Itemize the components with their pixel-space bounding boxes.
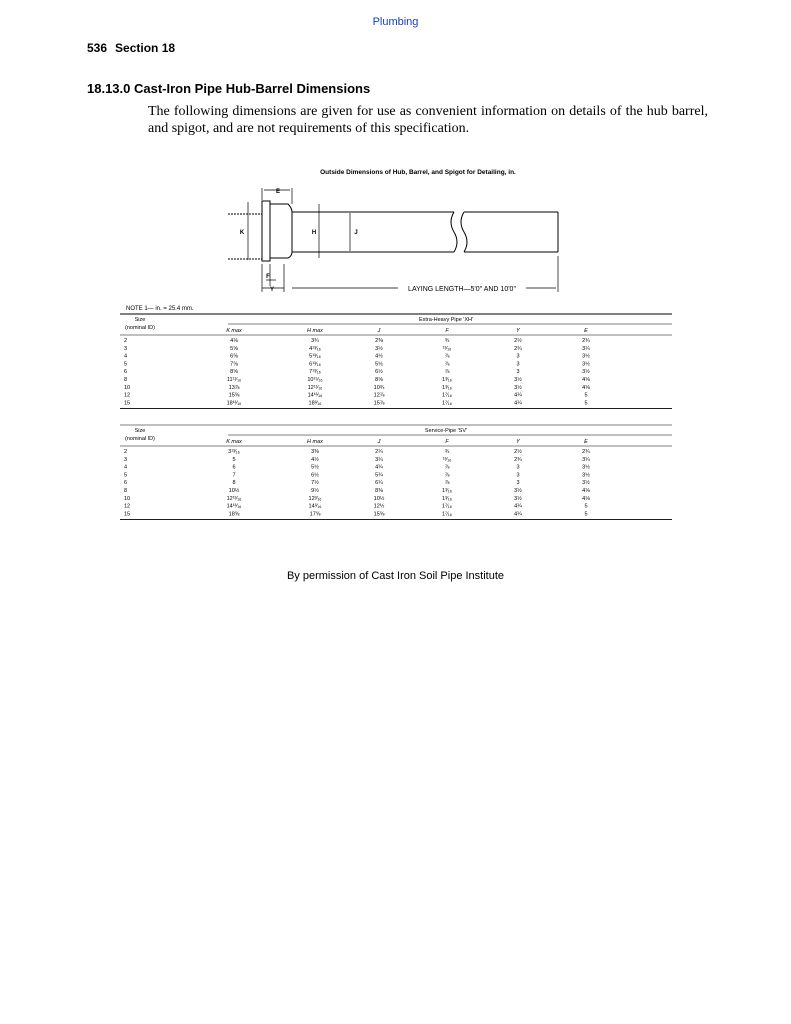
table-cell: 6¹³⁄₁₆: [309, 361, 321, 368]
table-cell: 5¹³⁄₁₆: [309, 353, 321, 360]
dim-label-h: H: [311, 230, 317, 236]
table-cell: 6: [232, 464, 236, 471]
table-cell: 1⁷⁄₁₆: [441, 511, 453, 518]
table-cell: 12½: [373, 503, 385, 510]
column-header: F: [445, 439, 449, 445]
table-cell: 1⁷⁄₁₆: [441, 400, 453, 407]
table-cell: 2¼: [375, 449, 383, 455]
table-cell: 3½: [582, 361, 590, 368]
table-cell: 14³⁄₁₆: [308, 503, 322, 510]
table-cell: 1³⁄₁₆: [442, 377, 452, 383]
table-cell: 7¹³⁄₁₆: [309, 369, 321, 376]
table-cell: 3⅜: [311, 449, 319, 455]
table-cell: 10¹⁵⁄₁₆: [307, 377, 323, 383]
column-header: Y: [516, 328, 520, 334]
table-cell: 3½: [514, 488, 522, 494]
hub-body: [270, 204, 292, 258]
table-cell: 5½: [375, 361, 383, 368]
dimension-table: [120, 314, 672, 519]
table-cell: 6½: [375, 369, 383, 376]
column-header: H max: [307, 328, 323, 334]
table-cell: 13⅞: [228, 384, 240, 391]
table-cell: 6¼: [375, 480, 383, 487]
table-cell: 3½: [582, 464, 590, 471]
table-cell: 3: [516, 480, 520, 487]
column-header: F: [445, 328, 449, 334]
table-cell: 3½: [582, 480, 590, 487]
dim-label-y: Y: [269, 287, 275, 293]
size-cell: 6: [124, 369, 128, 376]
table-cell: 10½: [228, 488, 240, 494]
table-cell: 5: [584, 400, 588, 407]
table-cell: 18¹³⁄₁₆: [226, 400, 242, 407]
table-cell: 4¼: [514, 503, 522, 510]
table-cell: 4½: [375, 353, 383, 360]
table-cell: 2⅜: [375, 338, 383, 344]
table-cell: 5: [584, 392, 588, 399]
table-cell: 4½: [311, 456, 319, 463]
table-cell: 12³⁄₁₆: [308, 495, 322, 502]
size-subheader: (nominal ID): [125, 436, 155, 442]
table-cell: 1³⁄₁₆: [442, 384, 452, 391]
table-cell: 4¼: [514, 392, 522, 399]
table-cell: 4⅛: [582, 377, 590, 383]
table-cell: 10¾: [373, 384, 385, 391]
table-cell: 4¹³⁄₁₆: [309, 345, 321, 352]
section-title: Service-Pipe 'SV': [424, 428, 468, 434]
table-cell: 3¼: [375, 456, 383, 463]
figure-caption: By permission of Cast Iron Soil Pipe Institute: [286, 570, 505, 582]
table-cell: ⅞: [444, 369, 450, 376]
table-cell: 3: [516, 472, 520, 479]
table-cell: 1⁷⁄₁₆: [441, 503, 453, 510]
table-cell: ¹³⁄₁₆: [442, 456, 452, 463]
table-cell: 3: [516, 361, 520, 368]
table-cell: 3½: [582, 369, 590, 376]
table-cell: 5: [584, 503, 588, 510]
table-cell: 12¹¹⁄₁₆: [307, 384, 323, 391]
table-cell: 2¾: [514, 456, 522, 463]
table-cell: 3¾: [311, 338, 319, 344]
table-cell: ⅞: [444, 353, 450, 360]
table-cell: ⅞: [444, 472, 450, 479]
table-cell: 3: [516, 353, 520, 360]
size-cell: 4: [124, 464, 128, 471]
table-cell: 1⁷⁄₁₆: [441, 392, 453, 399]
table-cell: 2¾: [582, 449, 590, 455]
running-title: Plumbing: [372, 16, 419, 28]
dimension-lines: [248, 188, 558, 292]
table-cell: 2½: [514, 338, 522, 344]
table-cell: 15⅞: [373, 400, 385, 407]
table-cell: 4⅛: [582, 495, 590, 502]
size-header: Size: [134, 428, 146, 434]
size-cell: 2: [124, 449, 128, 455]
table-cell: 4⅛: [582, 384, 590, 391]
table-cell: 7½: [311, 480, 319, 487]
size-cell: 5: [124, 472, 128, 479]
table-cell: 3: [516, 464, 520, 471]
size-subheader: (nominal ID): [125, 325, 155, 331]
column-header: H max: [307, 439, 323, 445]
column-header: J: [377, 439, 381, 445]
table-cell: 17⅝: [309, 511, 321, 518]
table-cell: 1³⁄₁₆: [442, 495, 452, 502]
table-cell: 3¼: [582, 456, 590, 463]
table-cell: 7⅝: [230, 361, 238, 368]
table-cell: 1³⁄₁₆: [442, 488, 452, 494]
pipe-dimensions-figure: [116, 160, 676, 545]
size-cell: 10: [124, 495, 131, 502]
table-cell: 8⅜: [375, 488, 383, 494]
table-cell: 12⅞: [373, 392, 385, 399]
pipe-drawing: [228, 201, 558, 261]
table-cell: 5½: [311, 464, 319, 471]
table-cell: 8⅝: [230, 369, 238, 376]
table-cell: 14¹³⁄₁₆: [226, 503, 242, 510]
dim-label-j: J: [354, 230, 358, 236]
size-cell: 8: [124, 377, 128, 383]
table-cell: 9½: [311, 488, 319, 494]
table-cell: 3½: [514, 377, 522, 383]
table-cell: 2¾: [582, 338, 590, 344]
page-number: 536: [87, 41, 108, 55]
column-header: E: [584, 328, 588, 334]
table-cell: 7: [232, 472, 236, 479]
table-cell: 10½: [373, 495, 385, 502]
table-cell: ⅞: [444, 361, 450, 368]
break-right: [461, 212, 467, 252]
size-cell: 15: [124, 400, 131, 407]
dim-label-k: K: [239, 230, 245, 236]
table-cell: 3: [516, 369, 520, 376]
table-cell: 11¹¹⁄₁₆: [226, 377, 242, 383]
hub-flange: [262, 201, 270, 261]
table-cell: 2¾: [514, 345, 522, 352]
size-cell: 6: [124, 480, 128, 487]
page-header: [87, 41, 175, 55]
size-cell: 8: [124, 488, 128, 494]
size-cell: 4: [124, 353, 128, 360]
table-cell: 4¼: [375, 464, 383, 471]
table-cell: 15⅝: [228, 392, 240, 399]
table-cell: 3½: [514, 495, 522, 502]
table-cell: 6½: [311, 472, 319, 479]
size-cell: 3: [124, 345, 128, 352]
table-cell: ¾: [444, 449, 450, 455]
table-cell: 12¹³⁄₁₆: [226, 495, 242, 502]
table-cell: 5: [232, 456, 236, 463]
table-cell: 3½: [375, 345, 383, 352]
size-header: Size: [134, 317, 146, 323]
table-cell: 15⅝: [373, 511, 385, 518]
table-cell: 3½: [582, 353, 590, 360]
figure-svg: [116, 160, 676, 545]
table-cell: 5⅝: [230, 345, 238, 352]
table-cell: 4⅛: [230, 338, 238, 344]
table-cell: 3¼: [582, 345, 590, 352]
dim-label-e: E: [275, 189, 281, 195]
table-cell: 4⅛: [582, 488, 590, 494]
laying-length-label: LAYING LENGTH—5'0" AND 10'0": [408, 286, 516, 293]
table-cell: 3½: [582, 472, 590, 479]
table-cell: 6⅝: [230, 353, 238, 360]
table-cell: ⅞: [444, 480, 450, 487]
intro-paragraph: The following dimensions are given for use as convenient information on details of the hub barrel, and spigot, and are not requirements of this specification.: [148, 104, 708, 136]
section-title: Extra-Heavy Pipe 'XH': [418, 317, 474, 323]
table-cell: 18³⁄₁₆: [308, 400, 322, 407]
column-header: Y: [516, 439, 520, 445]
table-cell: ⅞: [444, 464, 450, 471]
section-heading: 18.13.0 Cast-Iron Pipe Hub-Barrel Dimensions: [87, 81, 371, 96]
size-cell: 12: [124, 392, 131, 399]
table-cell: ¹³⁄₁₆: [442, 345, 452, 352]
table-cell: 2½: [514, 449, 522, 455]
size-cell: 3: [124, 456, 128, 463]
column-header: E: [584, 439, 588, 445]
table-cell: 3¹³⁄₁₆: [228, 449, 240, 455]
section-label: Section 18: [115, 41, 176, 55]
size-cell: 2: [124, 338, 128, 344]
unit-note: NOTE 1— in. = 25.4 mm.: [126, 306, 194, 312]
column-header: K max: [226, 439, 242, 445]
size-cell: 5: [124, 361, 128, 368]
table-cell: 4¼: [514, 400, 522, 407]
column-header: K max: [226, 328, 242, 334]
column-header: J: [377, 328, 381, 334]
break-left: [451, 212, 457, 252]
table-cell: 4¼: [514, 511, 522, 518]
table-cell: 5: [584, 511, 588, 518]
table-cell: 3½: [514, 384, 522, 391]
size-cell: 10: [124, 384, 131, 391]
table-cell: 8⅝: [375, 377, 383, 383]
table-cell: 5¼: [375, 472, 383, 479]
size-cell: 15: [124, 511, 131, 518]
dim-label-f: F: [266, 274, 270, 280]
size-cell: 12: [124, 503, 131, 510]
table-cell: 14¹³⁄₁₆: [307, 392, 323, 399]
table-cell: 18⅝: [228, 511, 240, 518]
figure-title: Outside Dimensions of Hub, Barrel, and Spigot for Detailing, in.: [320, 169, 516, 176]
table-cell: 8: [232, 480, 236, 487]
table-cell: ¾: [444, 338, 450, 344]
